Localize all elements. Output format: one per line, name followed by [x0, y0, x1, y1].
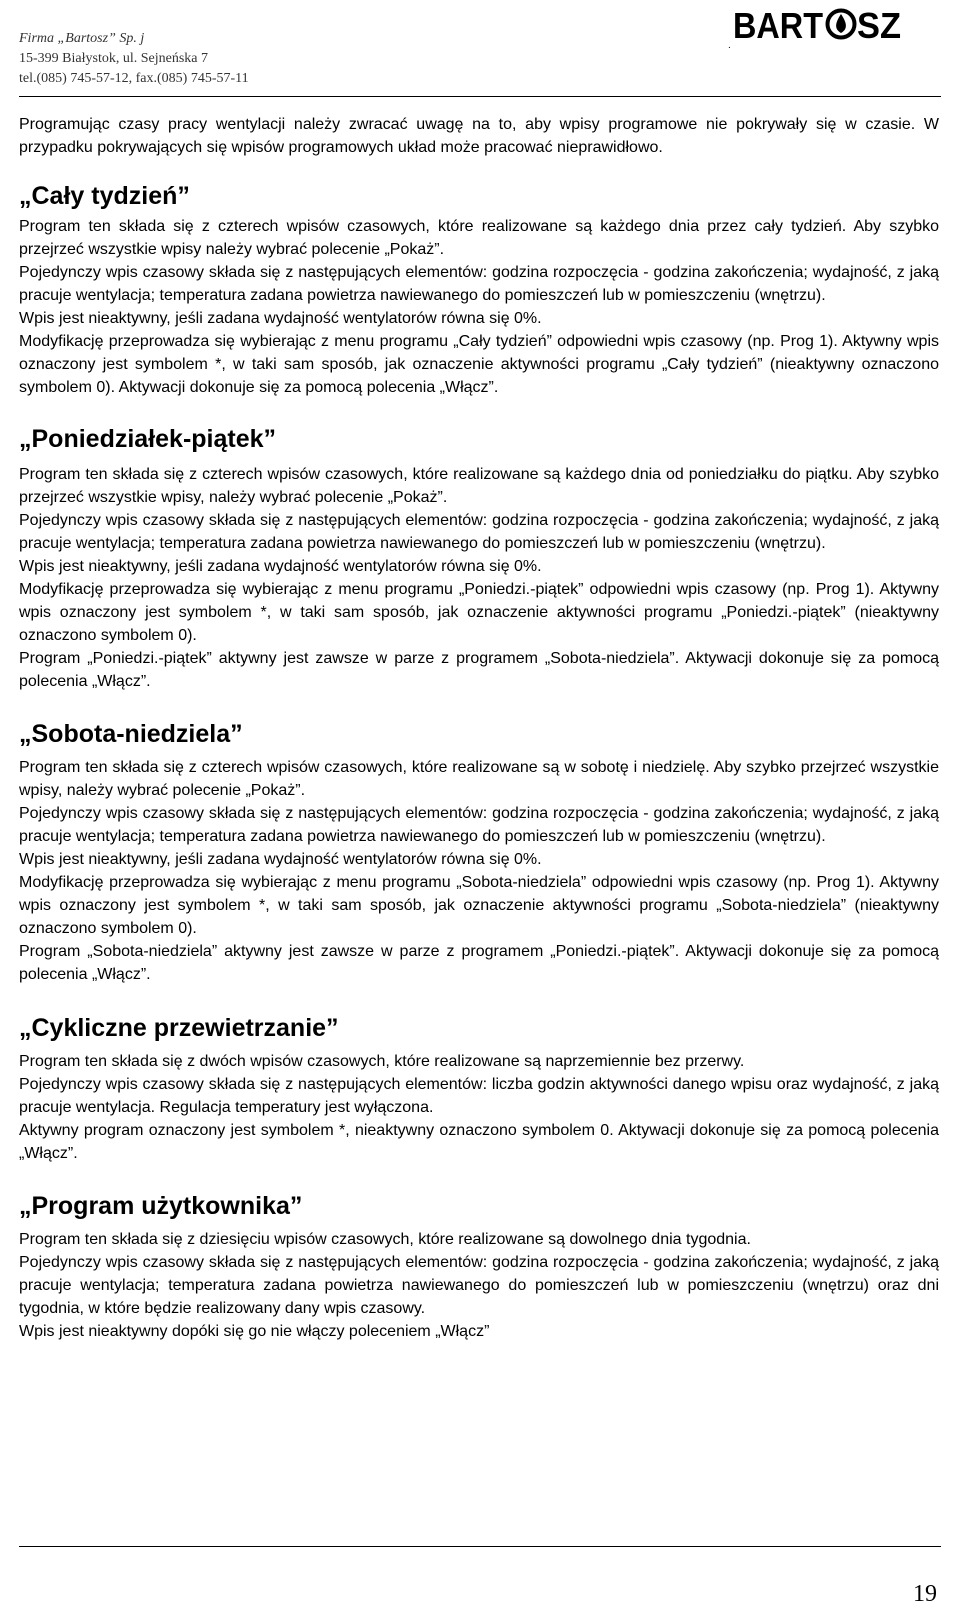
footer-divider [19, 1546, 941, 1547]
section-paragraph: Program ten składa się z czterech wpisów czasowych, które realizowane są każdego dnia przez cały tydzień. Aby szybko przejrzeć wszystkie wpisy należy wybrać polecenie „Pokaż”. [19, 218, 939, 258]
program-section [19, 1190, 939, 1343]
section-paragraph: Program „Poniedzi.-piątek” aktywny jest zawsze w parze z programem „Sobota-niedziela”. Aktywacji dokonuje się za pomocą polecenia „Włącz”. [19, 650, 939, 690]
company-address: 15-399 Białystok, ul. Sejneńska 7 [19, 51, 208, 66]
section-paragraph: Modyfikację przeprowadza się wybierając z menu programu „Sobota-niedziela” odpowiedni wpis czasowy (np. Prog 1). Aktywny wpis oznaczony jest symbolem *, w taki sam sposób, jak oznaczenie aktywności programu „Sobota-niedziela” (nieaktywny oznaczono symbolem 0). [19, 874, 939, 937]
program-section [19, 423, 939, 693]
section-paragraph: Pojedynczy wpis czasowy składa się z następujących elementów: godzina rozpoczęcia - godzina zakończenia; wydajność, z jaką pracuje wentylacja; temperatura zadana powietrza nawiewanego do pomieszczeń lub w pomieszczeniu (wnętrzu). [19, 512, 939, 552]
section-paragraph: Program ten składa się z dziesięciu wpisów czasowych, które realizowane są dowolnego dnia tygodnia. [19, 1231, 751, 1248]
section-paragraph: Program „Sobota-niedziela” aktywny jest zawsze w parze z programem „Poniedzi.-piątek”. Aktywacji dokonuje się za pomocą polecenia „Włącz”. [19, 943, 939, 983]
section-paragraph: Pojedynczy wpis czasowy składa się z następujących elementów: godzina rozpoczęcia - godzina zakończenia; wydajność, z jaką pracuje wentylacja; temperatura zadana powietrza nawiewanego do pomieszczeń lub w pomieszczeniu (wnętrzu). [19, 805, 939, 845]
section-paragraph: Aktywny program oznaczony jest symbolem *, nieaktywny oznaczono symbolem 0. Aktywacji dokonuje się za pomocą polecenia „Włącz”. [19, 1122, 939, 1162]
header-dot: . [728, 40, 731, 51]
company-name: Firma „Bartosz” Sp. j [19, 31, 145, 46]
section-paragraph: Wpis jest nieaktywny, jeśli zadana wydajność wentylatorów równa się 0%. [19, 851, 542, 868]
section-paragraph: Pojedynczy wpis czasowy składa się z następujących elementów: godzina rozpoczęcia - godzina zakończenia; wydajność, z jaką pracuje wentylacja; temperatura zadana powietrza nawiewanego do pomieszczeń lub w pomieszczeniu (wnętrzu) oraz dni tygodnia, w które będzie realizowany dany wpis czasowy. [19, 1254, 939, 1317]
section-paragraph: Wpis jest nieaktywny, jeśli zadana wydajność wentylatorów równa się 0%. [19, 310, 542, 327]
header-divider [19, 96, 941, 97]
section-paragraph: Pojedynczy wpis czasowy składa się z następujących elementów: liczba godzin aktywności danego wpisu oraz wydajność, z jaką pracuje wentylacja. Regulacja temperatury jest wyłączona. [19, 1076, 939, 1116]
program-section [19, 180, 939, 399]
intro-paragraph: Programując czasy pracy wentylacji należy zwracać uwagę na to, aby wpisy programowe nie pokrywały się w czasie. W przypadku pokrywających się wpisów programowych układ może pracować nieprawidłowo. [19, 116, 939, 156]
section-paragraph: Program ten składa się z czterech wpisów czasowych, które realizowane są każdego dnia od poniedziałku do piątku. Aby szybko przejrzeć wszystkie wpisy, należy wybrać polecenie „Pokaż”. [19, 466, 939, 506]
document-body [19, 113, 939, 1343]
section-title: „Cały tydzień” [19, 182, 190, 210]
bartosz-logo [733, 2, 903, 46]
section-paragraph: Program ten składa się z dwóch wpisów czasowych, które realizowane są naprzemiennie bez przerwy. [19, 1053, 745, 1070]
section-paragraph: Pojedynczy wpis czasowy składa się z następujących elementów: godzina rozpoczęcia - godzina zakończenia; wydajność, z jaką pracuje wentylacja; temperatura zadana powietrza nawiewanego do pomieszczeń lub w pomieszczeniu (wnętrzu). [19, 264, 939, 304]
section-title: „Program użytkownika” [19, 1192, 303, 1220]
section-title: „Sobota-niedziela” [19, 720, 243, 748]
svg-text:BART: BART [733, 5, 824, 46]
section-paragraph: Wpis jest nieaktywny dopóki się go nie włączy poleceniem „Włącz” [19, 1323, 490, 1340]
program-section [19, 718, 939, 986]
page-number: 19 [913, 1581, 937, 1607]
program-section [19, 1012, 939, 1165]
section-paragraph: Modyfikację przeprowadza się wybierając z menu programu „Poniedzi.-piątek” odpowiedni wpis czasowy (np. Prog 1). Aktywny wpis oznaczony jest symbolem *, w taki sam sposób, jak oznaczenie aktywności programu „Poniedzi.-piątek” (nieaktywny oznaczono symbolem 0). [19, 581, 939, 644]
section-title: „Cykliczne przewietrzanie” [19, 1014, 339, 1042]
svg-text:SZ: SZ [857, 5, 901, 46]
company-info [19, 29, 249, 89]
section-paragraph: Modyfikację przeprowadza się wybierając z menu programu „Cały tydzień” odpowiedni wpis czasowy (np. Prog 1). Aktywny wpis oznaczony jest symbolem *, w taki sam sposób, jak oznaczenie aktywności programu „Cały tydzień” (nieaktywny oznaczono symbolem 0). Aktywacji dokonuje się za pomocą polecenia „Włącz”. [19, 333, 939, 396]
section-paragraph: Program ten składa się z czterech wpisów czasowych, które realizowane są w sobotę i niedzielę. Aby szybko przejrzeć wszystkie wpisy, należy wybrać polecenie „Pokaż”. [19, 759, 939, 799]
section-paragraph: Wpis jest nieaktywny, jeśli zadana wydajność wentylatorów równa się 0%. [19, 558, 542, 575]
company-contact: tel.(085) 745-57-12, fax.(085) 745-57-11 [19, 71, 249, 86]
section-title: „Poniedziałek-piątek” [19, 425, 277, 453]
